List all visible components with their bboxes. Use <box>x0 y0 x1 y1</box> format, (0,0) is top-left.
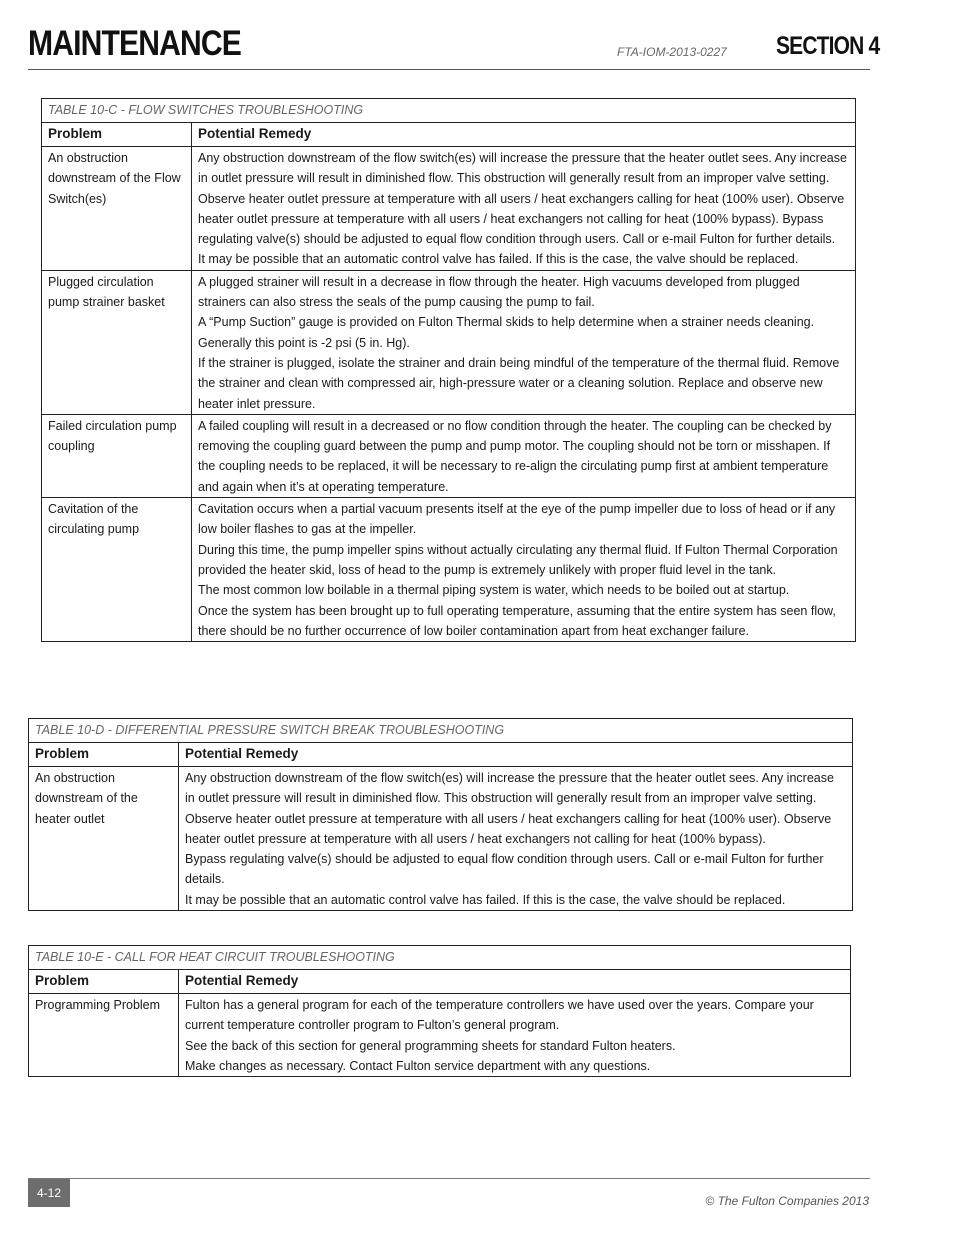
remedy-paragraph: Make changes as necessary. Contact Fulton service department with any questions. <box>185 1058 651 1073</box>
remedy-paragraph: Any obstruction downstream of the flow switch(es) will increase the pressure that the heater outlet sees. Any increase in outlet pressure will result in diminished flow. This obstruction will generally result from an improper valve setting. <box>185 771 834 806</box>
table-row <box>42 270 856 414</box>
remedy-cell <box>192 498 856 642</box>
remedy-paragraph: Bypass regulating valve(s) should be adjusted to equal flow condition through users. Call or e-mail Fulton for further details. <box>185 852 824 887</box>
column-header-problem: Problem <box>29 970 179 994</box>
page-title: MAINTENANCE <box>28 24 241 63</box>
table-differential-pressure <box>28 718 853 911</box>
remedy-paragraph: During this time, the pump impeller spins without actually circulating any thermal fluid. If Fulton Thermal Corporation provided the heater skid, loss of head to the pump is extremely unlikely with proper fluid level in the tank. <box>198 542 838 577</box>
table-caption: TABLE 10-C - FLOW SWITCHES TROUBLESHOOTING <box>42 99 856 123</box>
remedy-paragraph: Observe heater outlet pressure at temperature with all users / heat exchangers calling for heat (100% user). Observe heater outlet pressure at temperature with all users / heat exchangers not calling for heat (100% bypass). Bypass regulating valve(s) should be adjusted to equal flow condition through users. Call or e-mail Fulton for further details. <box>198 191 845 247</box>
table-call-for-heat <box>28 945 851 1077</box>
remedy-paragraph: See the back of this section for general programming sheets for standard Fulton heaters. <box>185 1038 676 1053</box>
remedy-cell <box>179 767 853 911</box>
header-divider <box>28 69 870 70</box>
problem-cell: Cavitation of the circulating pump <box>42 498 192 642</box>
remedy-cell <box>192 414 856 497</box>
remedy-cell <box>192 270 856 414</box>
remedy-paragraph: A plugged strainer will result in a decrease in flow through the heater. High vacuums developed from plugged strainers can also stress the seals of the pump causing the pump to fail. <box>198 274 800 310</box>
remedy-paragraph: It may be possible that an automatic control valve has failed. If this is the case, the valve should be replaced. <box>185 892 786 907</box>
table-row <box>29 994 851 1077</box>
remedy-paragraph: Cavitation occurs when a partial vacuum presents itself at the eye of the pump impeller due to loss of head or if any low boiler flashes to gas at the impeller. <box>198 502 836 537</box>
section-label: SECTION 4 <box>776 32 880 60</box>
remedy-paragraph: Observe heater outlet pressure at temperature with all users / heat exchangers calling for heat (100% user). Observe heater outlet pressure at temperature with all users / heat exchangers not calling for heat (100% bypass). <box>185 811 832 846</box>
remedy-paragraph: Any obstruction downstream of the flow switch(es) will increase the pressure that the heater outlet sees. Any increase in outlet pressure will result in diminished flow. This obstruction will generally result from an improper valve setting. <box>198 151 847 186</box>
table-row <box>42 498 856 642</box>
copyright: © The Fulton Companies 2013 <box>705 1194 869 1208</box>
page-number: 4-12 <box>28 1179 70 1207</box>
column-header-problem: Problem <box>29 743 179 767</box>
table-caption: TABLE 10-D - DIFFERENTIAL PRESSURE SWITCH BREAK TROUBLESHOOTING <box>29 719 853 743</box>
remedy-paragraph: A failed coupling will result in a decreased or no flow condition through the heater. The coupling can be checked by removing the coupling guard between the pump and pump motor. The coupling should not be torn or misshapen. If the coupling needs to be replaced, it will be necessary to re-align the circulating pump first at ambient temperature and again when it’s at operating temperature. <box>198 418 832 494</box>
table-caption: TABLE 10-E - CALL FOR HEAT CIRCUIT TROUBLESHOOTING <box>29 946 851 970</box>
remedy-paragraph: It may be possible that an automatic control valve has failed. If this is the case, the valve should be replaced. <box>198 252 799 267</box>
remedy-paragraph: Fulton has a general program for each of the temperature controllers we have used over the years. Compare your current temperature controller program to Fulton’s general program. <box>185 998 814 1033</box>
remedy-cell <box>192 147 856 271</box>
table-row <box>42 414 856 497</box>
table-row <box>42 147 856 271</box>
remedy-paragraph: Once the system has been brought up to full operating temperature, assuming that the entire system has seen flow, there should be no further occurrence of low boiler contamination apart from heat exchanger failure. <box>198 603 836 638</box>
table-flow-switches <box>41 98 856 642</box>
column-header-problem: Problem <box>42 123 192 147</box>
remedy-paragraph: The most common low boilable in a thermal piping system is water, which needs to be boiled out at startup. <box>198 583 790 598</box>
column-header-remedy: Potential Remedy <box>179 970 851 994</box>
remedy-cell <box>179 994 851 1077</box>
problem-cell: Failed circulation pump coupling <box>42 414 192 497</box>
document-id: FTA-IOM-2013-0227 <box>617 45 727 59</box>
column-header-remedy: Potential Remedy <box>179 743 853 767</box>
footer-divider <box>28 1178 870 1179</box>
problem-cell: Programming Problem <box>29 994 179 1077</box>
table-row <box>29 767 853 911</box>
problem-cell: Plugged circulation pump strainer basket <box>42 270 192 414</box>
problem-cell: An obstruction downstream of the heater outlet <box>29 767 179 911</box>
problem-cell: An obstruction downstream of the Flow Switch(es) <box>42 147 192 271</box>
remedy-paragraph: If the strainer is plugged, isolate the strainer and drain being mindful of the temperature of the thermal fluid. Remove the strainer and clean with compressed air, high-pressure water or a cleaning solution. Replace and observe new heater inlet pressure. <box>198 355 840 411</box>
column-header-remedy: Potential Remedy <box>192 123 856 147</box>
remedy-paragraph: A “Pump Suction” gauge is provided on Fulton Thermal skids to help determine when a strainer needs cleaning. Generally this point is -2 psi (5 in. Hg). <box>198 315 815 350</box>
